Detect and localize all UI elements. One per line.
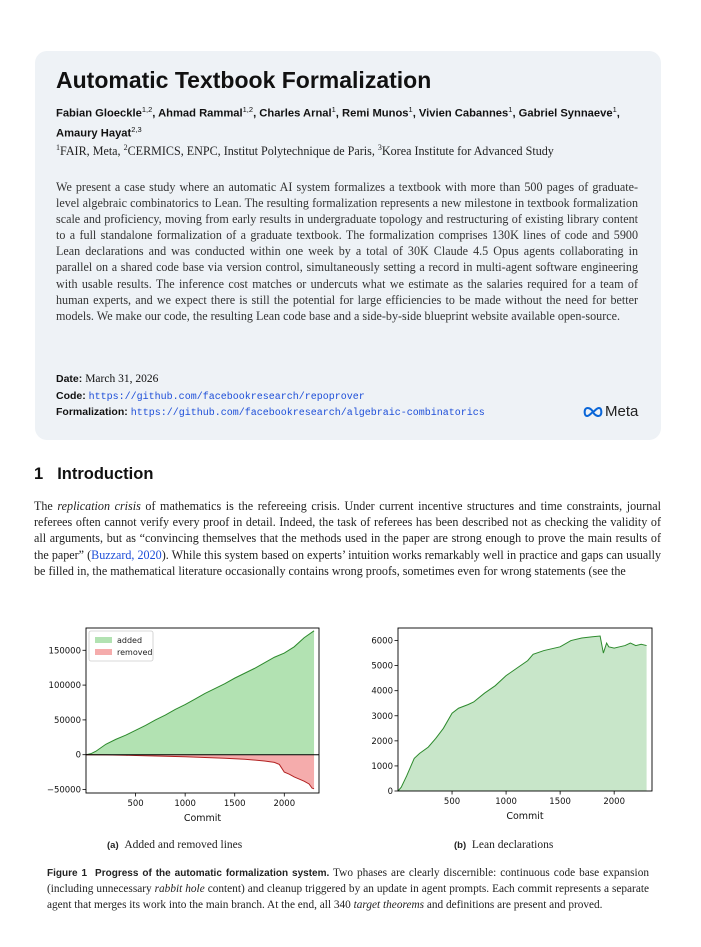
- affiliation-number: 1: [56, 143, 60, 152]
- legend-swatch-added: [95, 637, 112, 643]
- legend-swatch-removed: [95, 649, 112, 655]
- affiliation-number: 2: [123, 143, 128, 152]
- author-affiliation-mark: 1: [331, 105, 336, 114]
- caption-text-2: content) and cleanup triggered by an update in agent prompts. Each commit represents a separate agent that merges its work into the main branch. At the end, all 340: [47, 882, 649, 911]
- author-list: Fabian Gloeckle$^{1,2}$, Ahmad Rammal$^{1,2}$, Charles Arnal$^1$, Remi Munos$^1$, Vivien Cabannes$^1$, Gabriel Synnaeve$^1$, Amaury Hayat$^{2,3}$: [56, 105, 620, 140]
- x-axis-label: Commit: [506, 811, 544, 822]
- author-affiliation-mark: 1: [408, 105, 413, 114]
- section-title: Introduction: [57, 465, 154, 483]
- subcaption-b-text: Lean declarations: [471, 839, 554, 851]
- x-tick-label: 500: [127, 799, 144, 809]
- intro-text-1: The: [34, 499, 58, 513]
- x-tick-label: 1000: [495, 797, 517, 807]
- chart-lean-declarations: [356, 622, 656, 827]
- meta-infinity-icon: [583, 406, 603, 418]
- author-affiliation-mark: 1,2: [141, 105, 153, 114]
- x-tick-label: 500: [443, 797, 461, 807]
- subcaption-b: [454, 839, 553, 851]
- caption-text-3: and definitions are present and proved.: [424, 898, 603, 911]
- paper-title: Automatic Textbook Formalization: [56, 67, 432, 93]
- section-number: 1: [34, 465, 44, 483]
- formalization-line: [56, 406, 485, 419]
- subcaption-a-label: (a): [107, 840, 119, 851]
- code-line: [56, 390, 365, 403]
- affiliation-text: CERMICS, ENPC, Institut Polytechnique de Paris,: [127, 144, 378, 159]
- date-value: March 31, 2026: [85, 373, 159, 385]
- date-label: Date:: [56, 373, 83, 385]
- date-line: [56, 373, 158, 385]
- meta-logo-text: Meta: [605, 403, 639, 420]
- y-tick-label: 4000: [371, 686, 393, 697]
- subcaption-b-label: (b): [454, 840, 467, 851]
- y-tick-label: 0: [387, 787, 393, 797]
- y-tick-label: 1000: [371, 761, 393, 772]
- y-tick-label: 5000: [371, 661, 393, 672]
- intro-italic: replication crisis: [57, 499, 141, 513]
- affiliation-number: 3: [377, 143, 382, 152]
- x-tick-label: 1500: [549, 797, 571, 807]
- x-axis-label: Commit: [183, 813, 222, 824]
- legend-label-added: added: [117, 636, 143, 645]
- series-declarations-area: [398, 636, 647, 791]
- affiliations: [56, 143, 656, 159]
- y-tick-label: 2000: [371, 736, 393, 747]
- affiliation-text: Korea Institute for Advanced Study: [381, 144, 554, 159]
- series-removed-area: [86, 755, 314, 789]
- x-tick-label: 1000: [174, 799, 196, 809]
- author-name: Gabriel Synnaeve: [518, 107, 613, 120]
- author-name: Charles Arnal: [259, 107, 332, 120]
- author-name: Remi Munos: [342, 107, 409, 120]
- intro-text-3: ). While this system based on experts’ intuition works remarkably well in practice and gaps can usually be filled in, the mathematical literature occasionally contains wrong proofs, sometimes even for wrong statements (see the: [34, 547, 662, 578]
- y-tick-label: 6000: [371, 636, 393, 647]
- author-name: Fabian Gloeckle: [56, 107, 142, 120]
- legend-label-removed: removed: [117, 648, 153, 657]
- formalization-link[interactable]: https://github.com/facebookresearch/algebraic-combinatorics: [130, 408, 485, 419]
- author-name: Vivien Cabannes: [418, 107, 509, 120]
- y-tick-label: 100000: [48, 681, 81, 692]
- y-tick-label: −50000: [46, 785, 81, 796]
- y-tick-label: 50000: [53, 715, 81, 726]
- section-heading: [34, 465, 153, 484]
- code-label: Code:: [56, 390, 86, 402]
- author-affiliation-mark: 2,3: [131, 125, 142, 135]
- caption-italic-2: target theorems: [353, 898, 425, 911]
- abstract-text: We present a case study where an automatic AI system formalizes a textbook with more than 500 pages of graduate-level algebraic combinatorics to Lean. The resulting formalization represents a new milestone in textbook formalization scale and proficiency, moving from early results in undergraduate topology and restructuring of existing library content to a full standalone formalization of a graduate textbook. The formalization comprises 130K lines of code and 5900 Lean declarations and was conducted within one week by a total of 30K Claude 4.5 Opus agents collaborating in parallel on a shared code base via version control, simultaneously setting a record in multi-agent software engineering with usable results. The inference cost matches or undercuts what we estimate as the salaries required for a team of human experts, and we expect there is still the potential for large efficiencies to be made without the need for better models. We make our code, the resulting Lean code base and a side-by-side blueprint website available open-source.: [56, 180, 638, 323]
- figure-caption-title: Progress of the automatic formalization system.: [95, 868, 330, 879]
- author-affiliation-mark: 1: [508, 105, 513, 114]
- y-tick-label: 0: [75, 750, 81, 761]
- author-affiliation-mark: 1,2: [242, 105, 254, 114]
- meta-logo: [583, 403, 638, 420]
- caption-text-1: Two phases are clearly discernible: continuous code base expansion (including unnecessary: [47, 867, 649, 895]
- y-tick-label: 3000: [371, 711, 393, 722]
- figure-label: Figure 1: [47, 868, 88, 879]
- citation-link[interactable]: Buzzard, 2020: [91, 547, 162, 562]
- chart-added-removed: [34, 622, 334, 827]
- figure-caption: [47, 866, 649, 913]
- subcaption-a-text: Added and removed lines: [124, 839, 243, 851]
- x-tick-label: 2000: [273, 799, 296, 809]
- code-link[interactable]: https://github.com/facebookresearch/repoprover: [88, 392, 365, 403]
- x-tick-label: 1500: [223, 799, 246, 809]
- y-tick-label: 150000: [48, 646, 81, 657]
- author-affiliation-mark: 1: [612, 105, 617, 114]
- intro-text-2: of mathematics is the refereeing crisis. Under current incentive structures and time constraints, journal referees often cannot verify every proof in detail. Indeed, the task of referees has been described not as checking the validity of all arguments, but as “convincing themselves that the methods used in the paper are strong enough to prove the main results of the paper” (: [34, 499, 662, 562]
- caption-italic-1: rabbit hole: [154, 882, 205, 895]
- intro-paragraph: [34, 498, 661, 579]
- author-name: Amaury Hayat: [56, 127, 132, 140]
- affiliation-text: FAIR, Meta,: [60, 144, 124, 159]
- author-name: Ahmad Rammal: [158, 107, 243, 120]
- x-tick-label: 2000: [603, 797, 625, 807]
- formalization-label: Formalization:: [56, 406, 128, 418]
- chart-legend: [89, 631, 153, 661]
- subcaption-a: [107, 839, 242, 851]
